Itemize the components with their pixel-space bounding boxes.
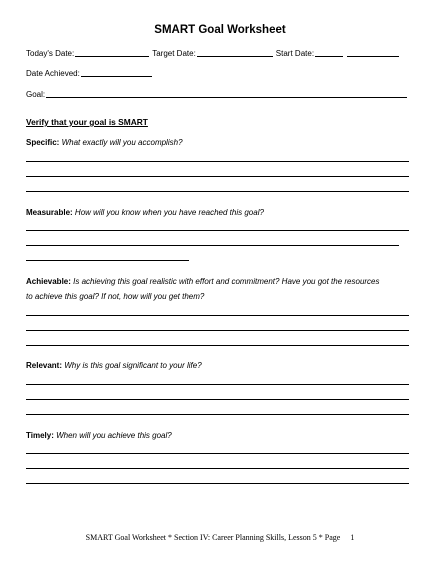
relevant-label: Relevant: [26, 361, 63, 370]
relevant-answer-line-1[interactable] [26, 384, 409, 385]
achievable-question-cont [26, 292, 204, 301]
measurable-answer-line-3[interactable] [26, 260, 189, 261]
achievable-prompt-line1: Is achieving this goal realistic with effort and commitment? Have you got the resources [73, 277, 380, 286]
target-date-label: Target Date: [152, 49, 196, 58]
goal-row [26, 89, 410, 99]
achievable-label: Achievable: [26, 277, 71, 286]
footer-page-number: 1 [350, 533, 355, 542]
relevant-prompt: Why is this goal significant to your life? [64, 361, 202, 370]
relevant-question [26, 361, 202, 370]
relevant-answer-line-3[interactable] [26, 414, 409, 415]
timely-answer-line-2[interactable] [26, 468, 409, 469]
date-achieved-label: Date Achieved: [26, 69, 80, 78]
footer-text: SMART Goal Worksheet * Section IV: Career Planning Skills, Lesson 5 * Page [85, 533, 341, 542]
measurable-answer-line-1[interactable] [26, 230, 409, 231]
timely-answer-line-1[interactable] [26, 453, 409, 454]
timely-prompt: When will you achieve this goal? [56, 431, 172, 440]
date-achieved-field[interactable] [81, 68, 152, 77]
achievable-answer-line-1[interactable] [26, 315, 409, 316]
achievable-prompt-line2: to achieve this goal? If not, how will you get them? [26, 292, 205, 301]
timely-label: Timely: [26, 431, 54, 440]
verify-heading: Verify that your goal is SMART [26, 117, 148, 127]
achievable-answer-line-2[interactable] [26, 330, 409, 331]
dates-row [26, 48, 402, 58]
todays-date-label: Today's Date: [26, 49, 75, 58]
specific-answer-line-2[interactable] [26, 176, 409, 177]
timely-answer-line-3[interactable] [26, 483, 409, 484]
measurable-prompt: How will you know when you have reached this goal? [74, 208, 264, 217]
worksheet-title: SMART Goal Worksheet [154, 24, 286, 36]
measurable-question [26, 208, 264, 217]
page-footer [0, 533, 440, 542]
timely-question [26, 431, 172, 440]
achievable-answer-line-3[interactable] [26, 345, 409, 346]
start-date-field-2[interactable] [347, 48, 399, 57]
measurable-label: Measurable: [26, 208, 73, 217]
start-date-field-1[interactable] [315, 48, 343, 57]
target-date-field[interactable] [197, 48, 273, 57]
relevant-answer-line-2[interactable] [26, 399, 409, 400]
specific-prompt: What exactly will you accomplish? [61, 138, 183, 147]
start-date-label: Start Date: [275, 49, 315, 58]
goal-field[interactable] [46, 89, 407, 98]
specific-answer-line-3[interactable] [26, 191, 409, 192]
achievable-question [26, 277, 380, 286]
measurable-answer-line-2[interactable] [26, 245, 399, 246]
date-achieved-row [26, 68, 155, 78]
specific-question [26, 138, 183, 147]
specific-label: Specific: [26, 138, 60, 147]
todays-date-field[interactable] [75, 48, 149, 57]
goal-label: Goal: [26, 90, 46, 99]
specific-answer-line-1[interactable] [26, 161, 409, 162]
